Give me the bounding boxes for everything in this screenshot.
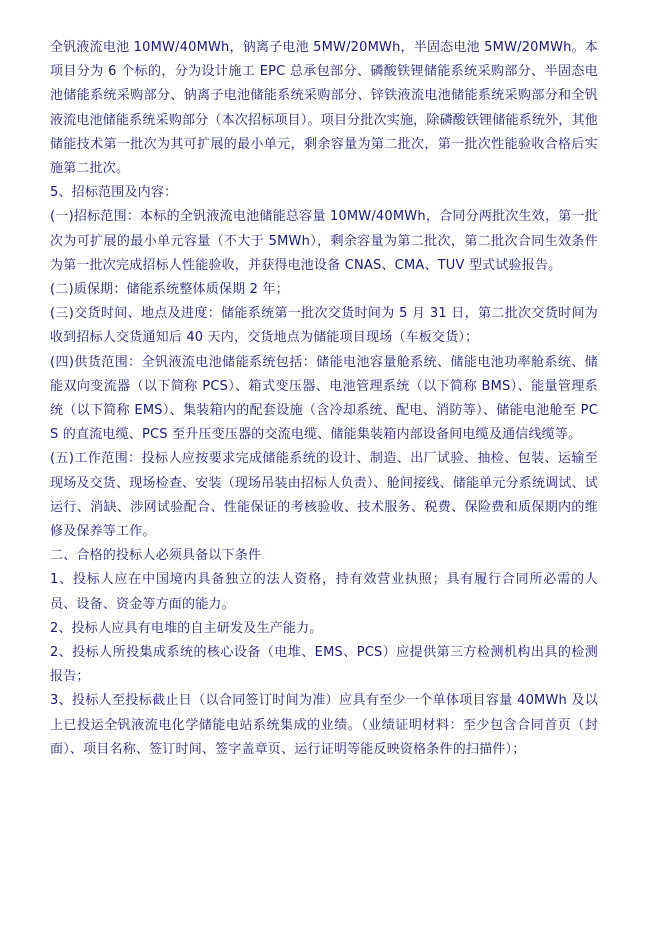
paragraph-project-overview: 全钒液流电池 10MW/40MWh，钠离子电池 5MW/20MWh，半固态电池 5MW/20MWh。本项目分为 6 个标的，分为设计施工 EPC 总承包部分、磷酸铁锂储能系统采购部分、半固态电池储能系统采购部分、钠离子电池储能系统采购部分、锌铁液流电池储能系统采购部分和全钒液流电池储能系统采购部分（本次招标项目）。项目分批次实施，除磷酸铁锂储能系统外，其他储能技术第一批次为其可扩展的最小单元，剩余容量为第二批次，第一批次性能验收合格后实施第二批次。 <box>50 40 598 177</box>
paragraph-warranty: (二)质保期：储能系统整体质保期 2 年； <box>50 282 289 298</box>
paragraph-tender-scope: (一)招标范围：本标的全钒液流电池储能总容量 10MW/40MWh，合同分两批次生效，第一批次为可扩展的最小单元容量（不大于 5MWh），剩余容量为第二批次，第二批次合同生效条件为第一批次完成招标人性能验收，并获得电池设备 CNAS、CMA、TUV 型式试验报告。 <box>50 209 598 273</box>
paragraph-qualification-2: 2、投标人应具有电堆的自主研发及生产能力。 <box>50 620 323 636</box>
paragraph-supply-scope: (四)供货范围：全钒液流电池储能系统包括：储能电池容量舱系统、储能电池功率舱系统、储能双向变流器（以下简称 PCS）、箱式变压器、电池管理系统（以下简称 BMS）、能量管理系统（以下简称 EMS）、集装箱内的配套设施（含冷却系统、配电、消防等）、储能电池舱至 PCS 的直流电缆、PCS 至升压变压器的交流电缆、储能集装箱内部设备间电缆及通信线缆等。 <box>50 354 598 443</box>
paragraph-qualification-2b: 2、投标人所投集成系统的核心设备（电堆、EMS、PCS）应提供第三方检测机构出具的检测报告； <box>50 645 598 685</box>
section-heading-qualifications: 二、合格的投标人必须具备以下条件 <box>50 548 262 564</box>
paragraph-qualification-1: 1、投标人应在中国境内具备独立的法人资格，持有效营业执照；具有履行合同所必需的人员、设备、资金等方面的能力。 <box>50 572 598 612</box>
paragraph-delivery: (三)交货时间、地点及进度：储能系统第一批次交货时间为 5 月 31 日，第二批次交货时间为收到招标人交货通知后 40 天内，交货地点为储能项目现场（车板交货）； <box>50 306 598 346</box>
paragraph-work-scope: (五)工作范围：投标人应按要求完成储能系统的设计、制造、出厂试验、抽检、包装、运输至现场及交货、现场检查、安装（现场吊装由招标人负责）、舱间接线、储能单元分系统调试、试运行、消缺、涉网试验配合、性能保证的考核验收、技术服务、税费、保险费和质保期内的维修及保养等工作。 <box>50 451 598 540</box>
paragraph-qualification-3: 3、投标人至投标截止日（以合同签订时间为准）应具有至少一个单体项目容量 40MWh 及以上已投运全钒液流电化学储能电站系统集成的业绩。（业绩证明材料：至少包含合同首页（封面）、项目名称、签订时间、签字盖章页、运行证明等能反映资格条件的扫描件）； <box>50 693 598 757</box>
document-body <box>50 36 598 762</box>
section-heading-scope: 5、招标范围及内容： <box>50 185 178 201</box>
